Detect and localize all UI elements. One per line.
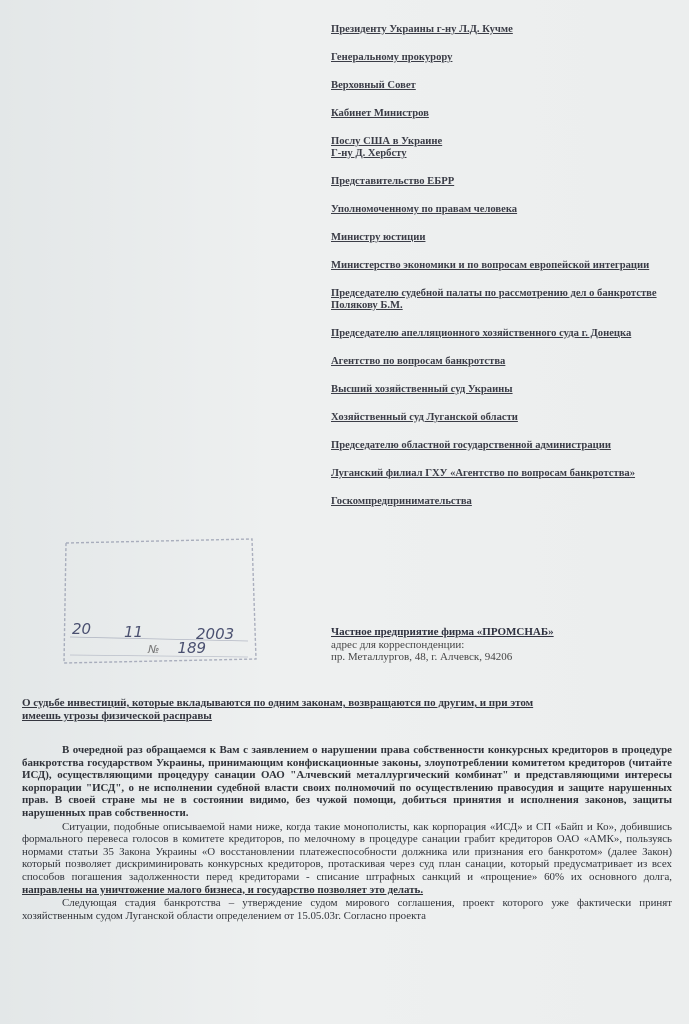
recipient: Луганский филиал ГХУ «Агентство по вопросам банкротства» <box>331 468 636 479</box>
sender-firm: Частное предприятие фирма «ПРОМСНАБ» <box>331 626 554 638</box>
stamp-number-prefix: № <box>148 643 160 656</box>
sender-address: пр. Металлургов, 48, г. Алчевск, 94206 <box>331 651 513 663</box>
body-paragraph <box>22 821 672 897</box>
recipient: Верховный Совет <box>331 80 416 91</box>
sender-address-label: адрес для корреспонденции: <box>331 638 465 651</box>
recipient: Высший хозяйственный суд Украины <box>331 384 513 395</box>
stamp-day: 20 <box>72 620 92 638</box>
recipient: Послу США в Украине Г-ну Д. Хербсту <box>331 136 443 159</box>
sender-block <box>331 626 681 664</box>
stamp-number-value: 189 <box>177 639 207 657</box>
recipient: Кабинет Министров <box>331 108 429 119</box>
recipient: Госкомпредпринимательства <box>331 496 472 507</box>
body-highlight: направлены на уничтожение малого бизнеса, и государство позволяет это делать. <box>22 883 424 896</box>
recipient: Агентство по вопросам банкротства <box>331 356 506 367</box>
recipient: Президенту Украины г-ну Л.Д. Кучме <box>331 24 513 35</box>
recipient: Уполномоченному по правам человека <box>331 204 518 215</box>
letter-body <box>22 744 672 923</box>
stamp-number <box>148 639 206 657</box>
stamp-year: 2003 <box>196 625 235 643</box>
recipient: Председателю областной государственной администрации <box>331 440 611 451</box>
registration-stamp <box>62 537 258 665</box>
body-text: Ситуации, подобные описываемой нами ниже, когда такие монополисты, как корпорация «ИСД» и СП «Байп и Ко», добившись формального перевеса голосов в комитете кредиторов, по мелочному в процедуре санации грабит кредиторов ОАО «АМК», пользуясь нормами статьи 35 Закона Украины «О восстановлении платежеспособности должника или признания его банкротом» (далее Закон) который позволяет дискриминировать конкурсных кредиторов, протаскивая через суд план санации, который предусматривает из всех способов погашения задолженности перед кредиторами - списание штрафных санкций и «прощение» 60% их основного долга, <box>22 820 672 883</box>
recipient: Министерство экономики и по вопросам европейской интеграции <box>331 260 650 271</box>
recipient: Представительство ЕБРР <box>331 176 455 187</box>
recipient: Хозяйственный суд Луганской области <box>331 412 518 423</box>
letter-subject: О судьбе инвестиций, которые вкладываются по одним законам, возвращаются по другим, и при этом имеешь угрозы физической расправы <box>22 697 534 722</box>
recipient: Председателю апелляционного хозяйственного суда г. Донецка <box>331 328 632 339</box>
recipient: Председателю судебной палаты по рассмотрению дел о банкротстве Полякову Б.М. <box>331 288 657 311</box>
recipient: Министру юстиции <box>331 232 426 243</box>
body-paragraph: В очередной раз обращаемся к Вам с заявлением о нарушении права собственности конкурсных кредиторов в процедуре банкротства государством Украины, принимающим конфискационные законы, злоупотреблении комитетом кредиторов (читайте ИСД), осуществляющими процедуру санации ОАО "Алчевский металлургический комбинат" и представляющими интересы корпорации "ИСД", о не исполнении судебной власти своих полномочий по осуществлению правосудия и защите нарушенных прав. В своей стране мы не в состоянии видимо, без чужой помощи, добиться принятия и исполнения законов, защиты нарушенных прав собственности. <box>22 744 672 819</box>
recipients-list <box>331 24 681 524</box>
body-paragraph: Следующая стадия банкротства – утверждение судом мирового соглашения, проект которого уже фактически принят хозяйственным судом Луганской области определением от 15.05.03г. Согласно проекта <box>22 897 672 922</box>
stamp-month: 11 <box>124 623 144 641</box>
recipient: Генеральному прокурору <box>331 52 453 63</box>
